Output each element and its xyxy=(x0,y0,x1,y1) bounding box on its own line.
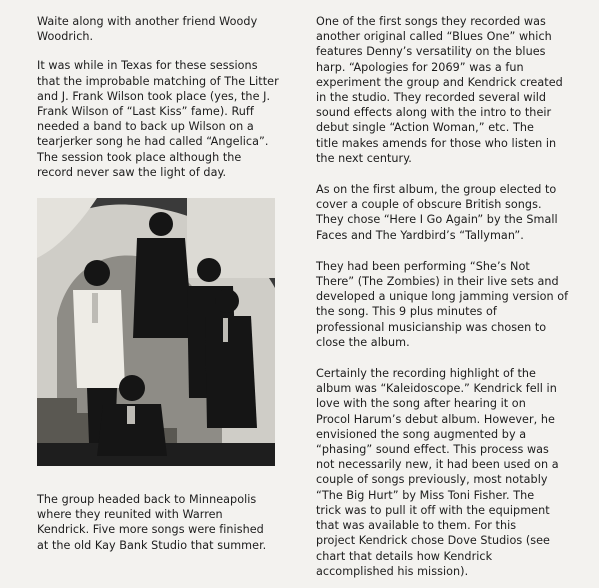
band-photo xyxy=(37,198,275,466)
band-photo-image xyxy=(37,198,275,466)
paragraph-minneapolis: The group headed back to Minneapolis where they reunited with Warren Kendrick. Five more songs were finished at the old Kay Bank Studio that summer. xyxy=(37,493,267,552)
paragraph-texas-sessions: It was while in Texas for these sessions that the improbable matching of The Litter and J. Frank Wilson took place (yes, the J. Frank Wilson of “Last Kiss” fame). Ruff needed a band to back up Wilson on a tearjerker song he had called “Angelica”. The session took place although the record never saw the light of day. xyxy=(37,59,279,179)
paragraph-british-songs: As on the first album, the group elected to cover a couple of obscure British songs. They chose “Here I Go Again” by the Small Faces and The Yardbird’s “Tallyman”. xyxy=(316,183,558,242)
left-column-top xyxy=(37,14,299,180)
left-column-bottom xyxy=(37,492,299,553)
paragraph-shes-not-there: They had been performing “She’s Not There” (The Zombies) in their live sets and developed a unique long jamming version of the song. This 9 plus minutes of professional musicianship was chosen to close the album. xyxy=(316,259,569,349)
paragraph-blues-one: One of the first songs they recorded was another original called “Blues One” which features Denny’s versatility on the blues harp. “Apologies for 2069” was a fun experiment the group and Kendrick created in the studio. They recorded several wild sound effects along with the intro to their debut single “Action Woman,” etc. The title makes amends for those who listen in the next century. xyxy=(316,15,563,165)
paragraph-woody-woodrich: Waite along with another friend Woody Woodrich. xyxy=(37,15,258,44)
paragraph-kaleidoscope: Certainly the recording highlight of the album was “Kaleidoscope.” Kendrick fell in love with the song after hearing it on Procol Harum’s debut album. However, he envisioned the song augmented by a “phasing” sound effect. This process was not necessarily new, it had been used on a couple of songs previously, most notably “The Big Hurt” by Miss Toni Fisher. The trick was to pull it off with the equipment that was available to them. For this project Kendrick chose Dove Studios (see chart that details how Kendrick accomplished his mission). xyxy=(316,367,559,578)
right-column xyxy=(316,14,570,579)
